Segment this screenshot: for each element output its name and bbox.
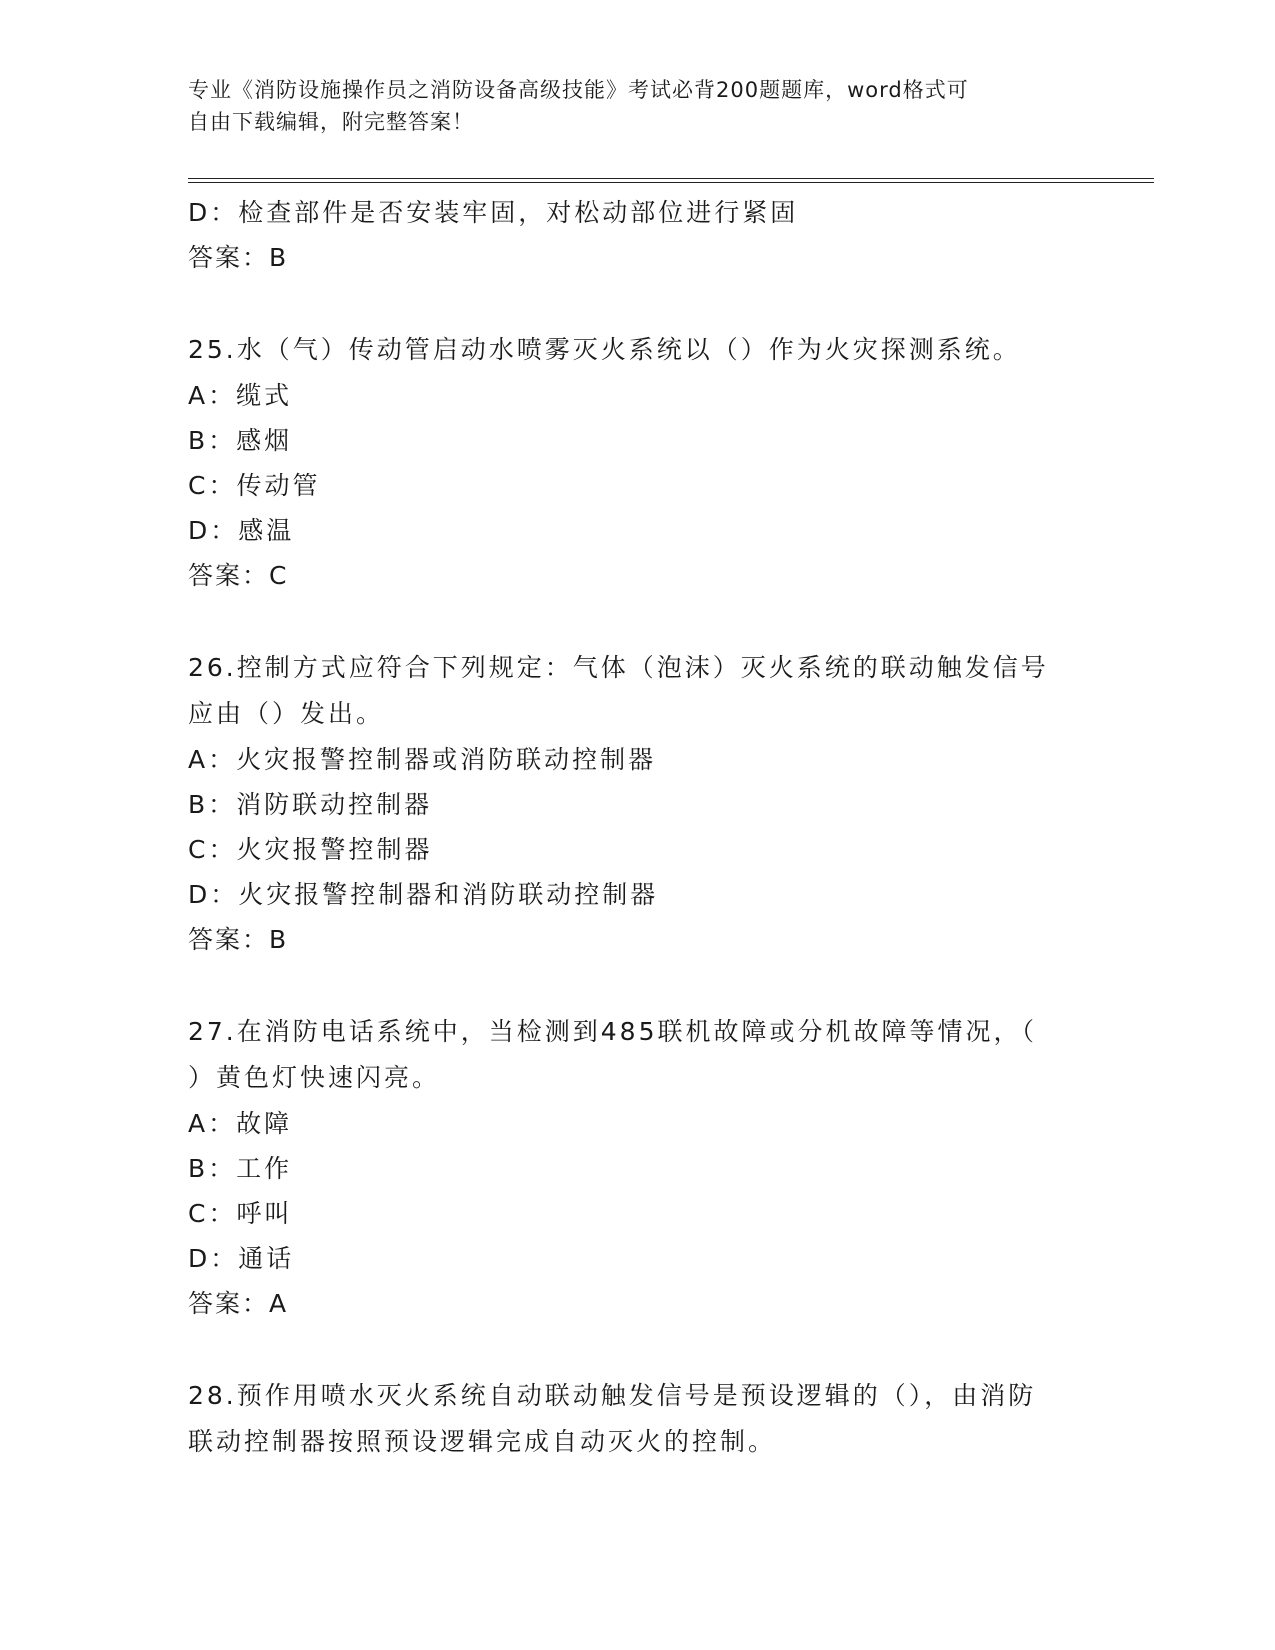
option-c: C：呼叫	[188, 1199, 293, 1228]
question-stem-continued: 应由（）发出。	[188, 699, 385, 728]
question-26	[188, 645, 1088, 962]
question-stem-continued: 联动控制器按照预设逻辑完成自动灭火的控制。	[188, 1427, 777, 1456]
option-b: B：感烟	[188, 426, 293, 455]
spacer	[188, 280, 1088, 327]
option-b: B：消防联动控制器	[188, 790, 433, 819]
spacer	[188, 1326, 1088, 1373]
answer-line: 答案：B	[188, 243, 289, 272]
question-27	[188, 1009, 1088, 1326]
answer-line: 答案：B	[188, 925, 289, 954]
header-line-2: 自由下载编辑，附完整答案！	[188, 110, 474, 134]
option-d: D：通话	[188, 1244, 295, 1273]
spacer	[188, 598, 1088, 645]
option-a: A：故障	[188, 1109, 293, 1138]
header-divider	[188, 178, 1154, 183]
question-stem: 28.预作用喷水灭火系统自动联动触发信号是预设逻辑的（），由消防	[188, 1381, 1037, 1410]
question-stem-continued: ）黄色灯快速闪亮。	[188, 1063, 441, 1092]
question-28	[188, 1373, 1088, 1465]
question-content	[188, 190, 1088, 1465]
option-b: B：工作	[188, 1154, 293, 1183]
question-stem: 25.水（气）传动管启动水喷雾灭火系统以（）作为火灾探测系统。	[188, 335, 1021, 364]
question-25	[188, 327, 1088, 598]
question-stem: 26.控制方式应符合下列规定：气体（泡沫）灭火系统的联动触发信号	[188, 653, 1049, 682]
previous-question-tail	[188, 190, 1088, 280]
option-a: A：火灾报警控制器或消防联动控制器	[188, 745, 657, 774]
page-header	[188, 74, 1068, 138]
answer-line: 答案：A	[188, 1289, 289, 1318]
header-line-1: 专业《消防设施操作员之消防设备高级技能》考试必背200题题库，word格式可	[188, 78, 969, 102]
option-d: D：感温	[188, 516, 295, 545]
option-d: D：检查部件是否安装牢固，对松动部位进行紧固	[188, 198, 799, 227]
spacer	[188, 962, 1088, 1009]
answer-line: 答案：C	[188, 561, 289, 590]
question-stem: 27.在消防电话系统中，当检测到485联机故障或分机故障等情况，（	[188, 1017, 1037, 1046]
option-c: C：传动管	[188, 471, 321, 500]
option-c: C：火灾报警控制器	[188, 835, 433, 864]
option-a: A：缆式	[188, 381, 293, 410]
option-d: D：火灾报警控制器和消防联动控制器	[188, 880, 659, 909]
